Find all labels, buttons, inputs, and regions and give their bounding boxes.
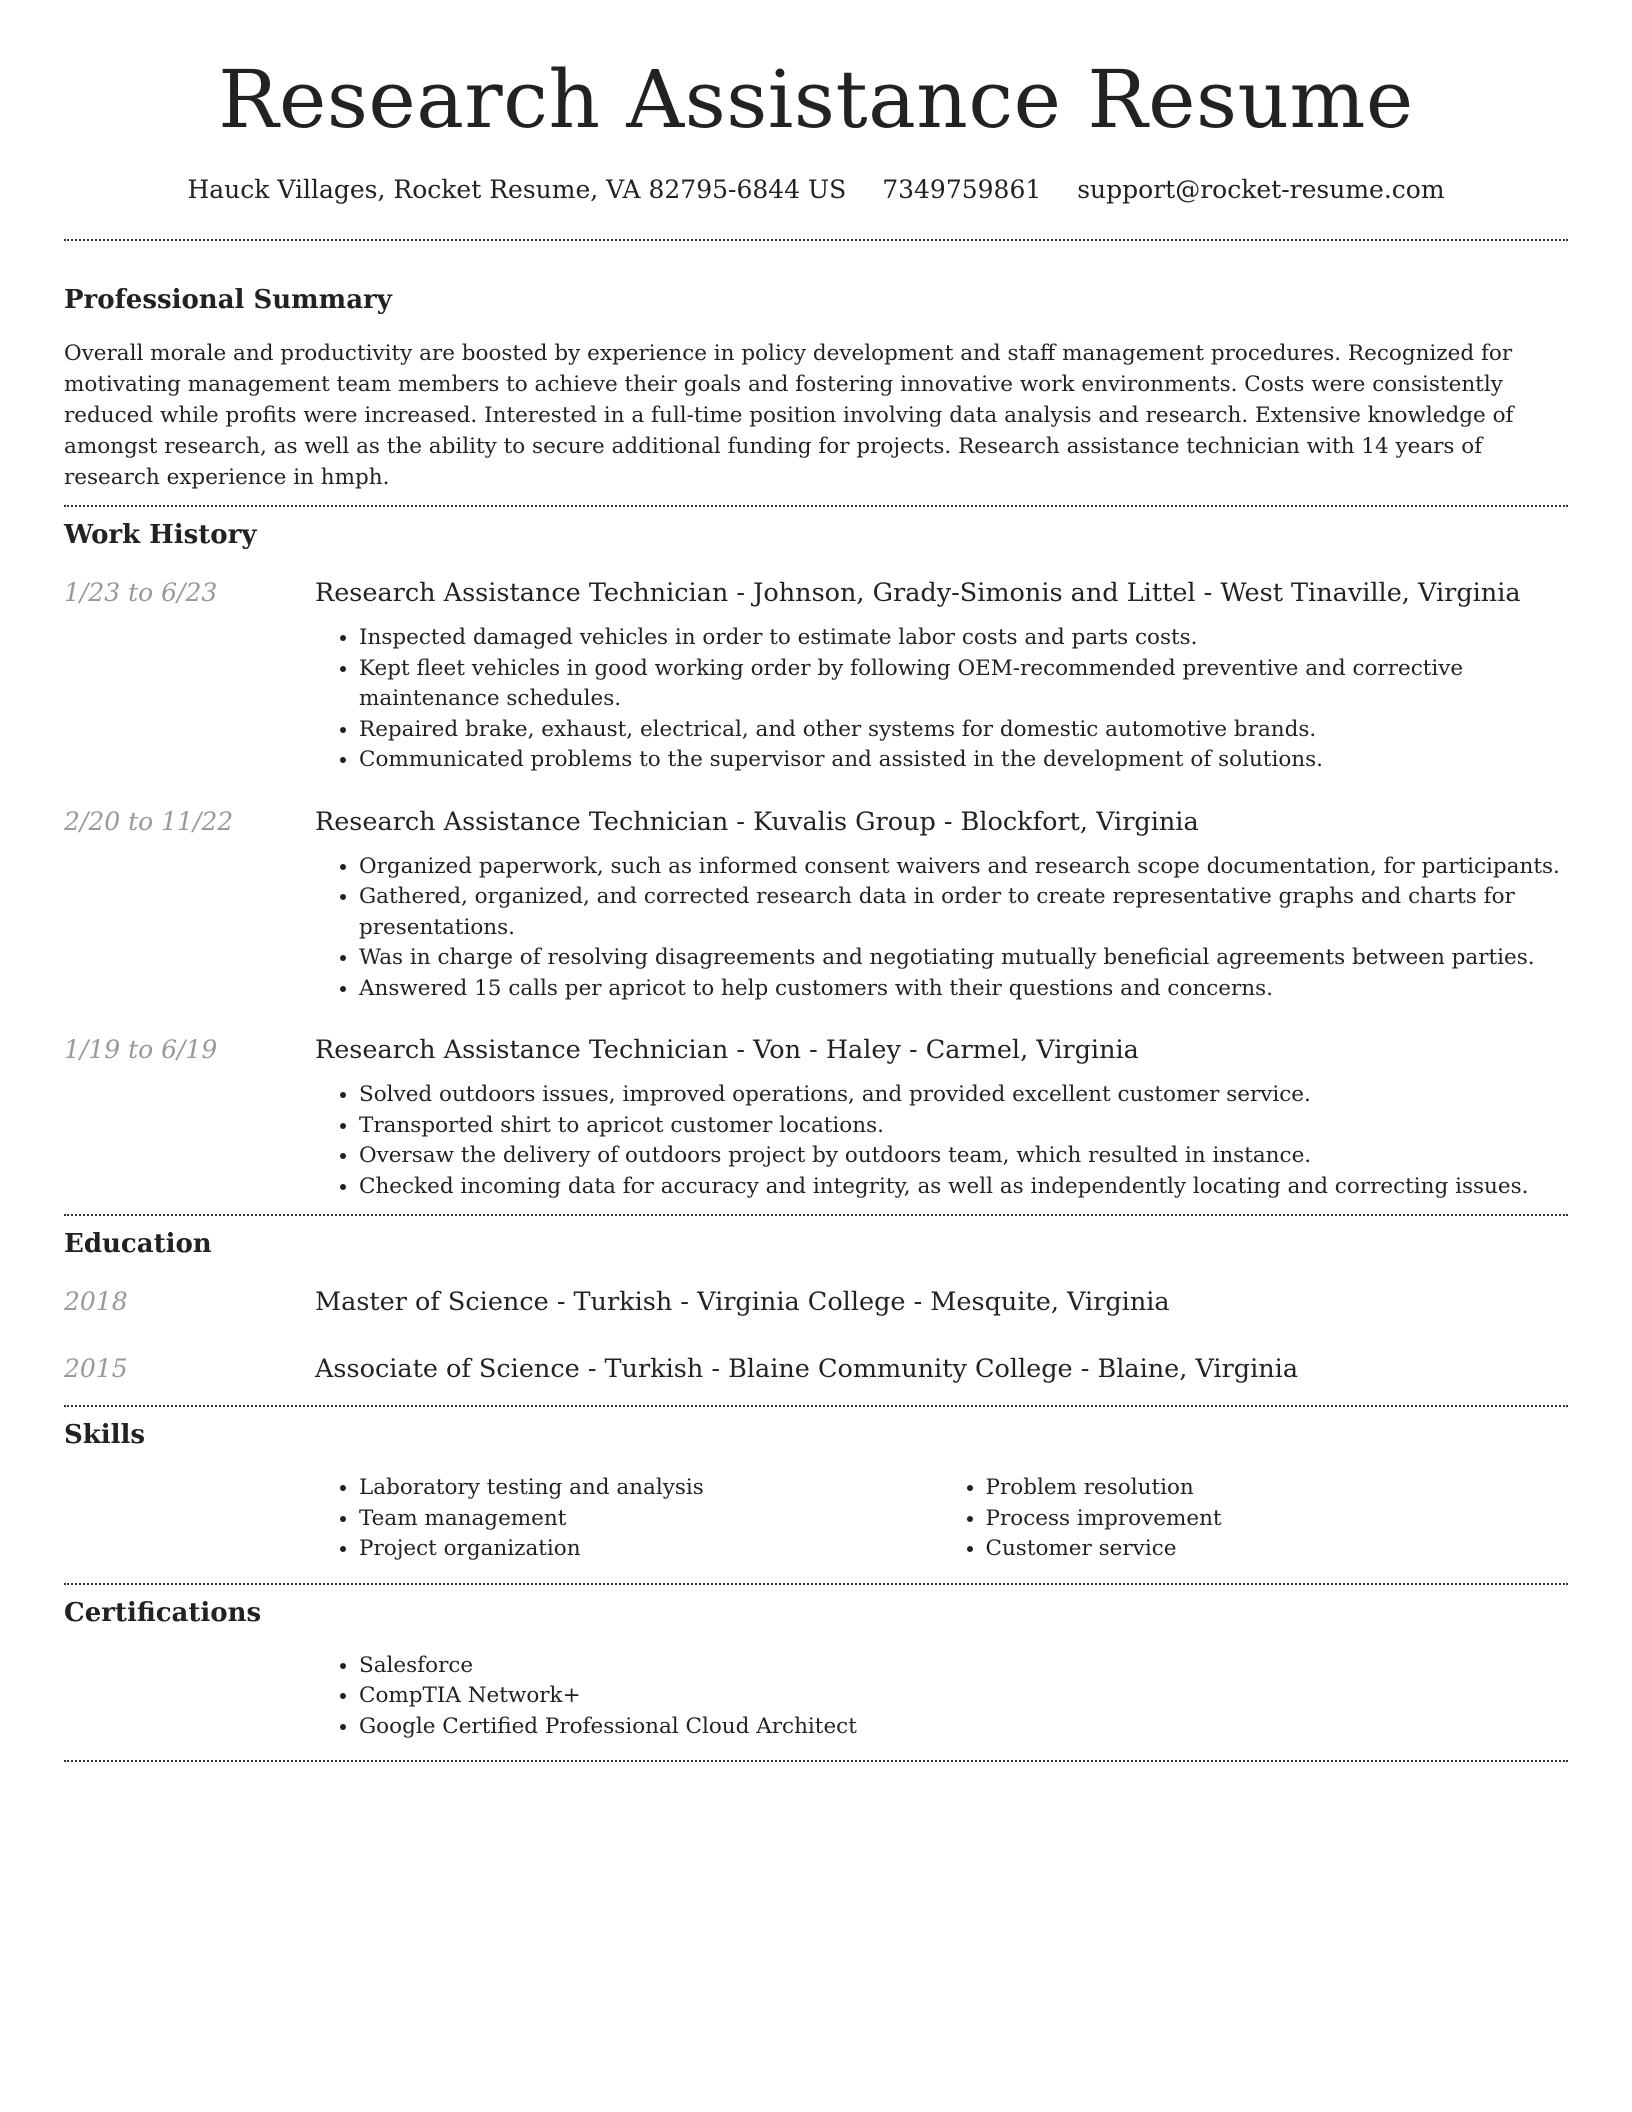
divider bbox=[64, 1214, 1568, 1216]
job-bullet: • Oversaw the delivery of outdoors project by outdoors team, which resulted in instance. bbox=[359, 1141, 1568, 1172]
job-bullet: • Gathered, organized, and corrected research data in order to create representative graphs and charts for presentations. bbox=[359, 882, 1568, 943]
skill-item: • Process improvement bbox=[986, 1504, 1569, 1535]
job-bullet: • Organized paperwork, such as informed consent waivers and research scope documentation, for participants. bbox=[359, 852, 1568, 883]
education-detail bbox=[315, 1353, 1568, 1385]
section-title-skills: Skills bbox=[64, 1420, 146, 1450]
divider bbox=[64, 239, 1568, 241]
certifications-list bbox=[315, 1651, 1568, 1743]
education-entry bbox=[64, 1353, 1568, 1385]
skills-column-left bbox=[315, 1473, 942, 1565]
job-dates: 1/23 to 6/23 bbox=[64, 578, 218, 607]
divider bbox=[64, 1583, 1568, 1585]
certification-item: • Salesforce bbox=[359, 1651, 1568, 1682]
contact-line bbox=[64, 174, 1568, 206]
job-entry bbox=[64, 806, 1568, 1005]
divider bbox=[64, 1405, 1568, 1407]
skill-item: • Problem resolution bbox=[986, 1473, 1569, 1504]
job-title: Research Assistance Technician - Johnson, Grady-Simonis and Littel - West Tinaville, Virginia bbox=[315, 578, 1521, 608]
section-summary bbox=[64, 284, 1568, 493]
job-dates: 2/20 to 11/22 bbox=[64, 806, 234, 836]
section-work-history bbox=[64, 519, 1568, 1202]
contact-address: Hauck Villages, Rocket Resume, VA 82795-6844 US bbox=[187, 175, 847, 204]
section-title-education: Education bbox=[64, 1229, 212, 1259]
skill-item: • Project organization bbox=[359, 1534, 942, 1565]
divider bbox=[64, 1760, 1568, 1762]
job-bullet: • Inspected damaged vehicles in order to estimate labor costs and parts costs. bbox=[359, 623, 1568, 654]
certification-item: • Google Certified Professional Cloud Architect bbox=[359, 1712, 1568, 1743]
divider bbox=[64, 505, 1568, 507]
job-bullets bbox=[315, 852, 1568, 1005]
education-year: 2018 bbox=[64, 1287, 128, 1316]
education-degree: Master of Science - Turkish bbox=[315, 1287, 673, 1317]
job-bullet: • Checked incoming data for accuracy and integrity, as well as independently locating and correcting issues. bbox=[359, 1172, 1568, 1203]
skill-item: • Laboratory testing and analysis bbox=[359, 1473, 942, 1504]
job-bullet: • Communicated problems to the supervisor and assisted in the development of solutions. bbox=[359, 745, 1568, 776]
section-education bbox=[64, 1228, 1568, 1385]
contact-email: support@rocket-resume.com bbox=[1077, 175, 1445, 204]
education-detail bbox=[315, 1286, 1568, 1318]
job-bullet: • Kept fleet vehicles in good working order by following OEM-recommended preventive and corrective maintenance schedules. bbox=[359, 654, 1568, 715]
job-dates: 1/19 to 6/19 bbox=[64, 1035, 218, 1064]
section-title-work-history: Work History bbox=[64, 520, 257, 550]
section-certifications bbox=[64, 1597, 1568, 1743]
resume-page bbox=[64, 0, 1568, 1762]
job-title: Research Assistance Technician - Von - Haley - Carmel, Virginia bbox=[315, 1035, 1139, 1065]
skill-item: • Team management bbox=[359, 1504, 942, 1535]
section-title-certifications: Certifications bbox=[64, 1597, 262, 1628]
section-title-summary: Professional Summary bbox=[64, 285, 392, 315]
education-entry bbox=[64, 1286, 1568, 1318]
job-bullet: • Repaired brake, exhaust, electrical, and other systems for domestic automotive brands. bbox=[359, 715, 1568, 746]
resume-title: Research Assistance Resume bbox=[218, 53, 1414, 146]
job-entry bbox=[64, 1034, 1568, 1202]
skill-item: • Customer service bbox=[986, 1534, 1569, 1565]
education-year: 2015 bbox=[64, 1354, 128, 1383]
section-skills bbox=[64, 1419, 1568, 1565]
job-bullet: • Answered 15 calls per apricot to help customers with their questions and concerns. bbox=[359, 974, 1568, 1005]
job-title: Research Assistance Technician - Kuvalis Group - Blockfort, Virginia bbox=[315, 806, 1199, 837]
education-school: - Virginia College - Mesquite, Virginia bbox=[672, 1287, 1170, 1317]
job-bullets bbox=[315, 623, 1568, 776]
certification-item: • CompTIA Network+ bbox=[359, 1681, 1568, 1712]
summary-text: Overall morale and productivity are boosted by experience in policy development and staff management procedures. Recognized for motivating management team members to achieve their goals and fostering innovative work environments. Costs were consistently reduced while profits were increased. Interested in a full-time position involving data analysis and research. Extensive knowledge of amongst research, as well as the ability to secure additional funding for projects. Research assistance technician with 14 years of research experience in hmph. bbox=[64, 341, 1514, 490]
education-degree: Associate of Science - Turkish bbox=[315, 1354, 704, 1384]
job-bullets bbox=[315, 1080, 1568, 1202]
job-entry bbox=[64, 577, 1568, 776]
job-bullet: • Was in charge of resolving disagreements and negotiating mutually beneficial agreements between parties. bbox=[359, 943, 1568, 974]
skills-list bbox=[315, 1473, 1568, 1565]
job-bullet: • Transported shirt to apricot customer locations. bbox=[359, 1111, 1568, 1142]
job-bullet: • Solved outdoors issues, improved operations, and provided excellent customer service. bbox=[359, 1080, 1568, 1111]
contact-phone: 7349759861 bbox=[882, 175, 1042, 204]
education-school: - Blaine Community College - Blaine, Virginia bbox=[703, 1354, 1299, 1384]
skills-column-right bbox=[942, 1473, 1569, 1565]
